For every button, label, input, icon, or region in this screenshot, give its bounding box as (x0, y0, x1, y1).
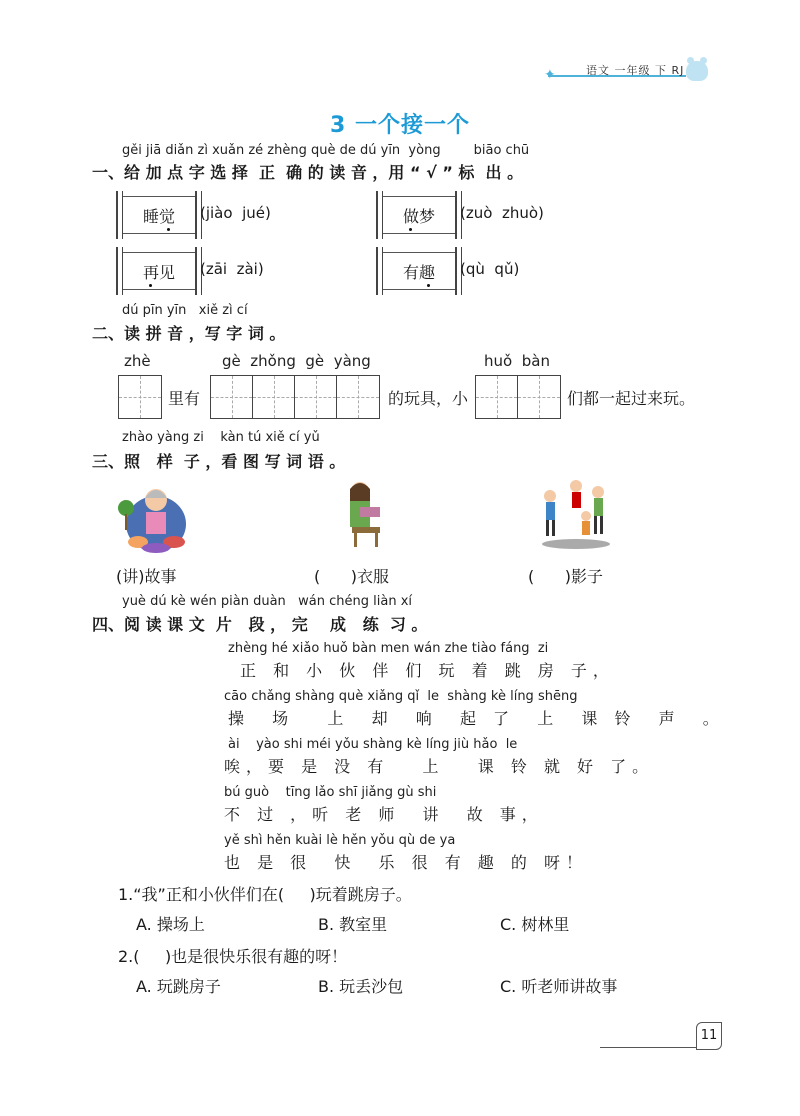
writing-grid[interactable] (475, 375, 561, 419)
writing-cell[interactable] (295, 376, 337, 418)
sentence-text: 们都一起过来玩。 (567, 389, 696, 408)
footer-rule (600, 1047, 696, 1048)
poem-line: 操 场 上 却 响 起 了 上 课 铃 声 。 (228, 709, 725, 728)
poem-pinyin: ài yào shi méi yǒu shàng kè líng jiù hǎo le (228, 737, 518, 752)
writing-cell[interactable] (518, 376, 560, 418)
emphasis-dot (149, 284, 152, 287)
bear-mascot-icon (686, 61, 708, 81)
section1-pinyin: gěi jiā diǎn zì xuǎn zé zhèng què de dú yīn yòng biāo chū (122, 143, 530, 158)
girl-sewing-clothes-image (338, 477, 386, 549)
grandma-storytelling-image (116, 478, 196, 554)
choice-option[interactable]: A. 玩跳房子 (136, 977, 221, 996)
grid-pinyin: huǒ bàn (484, 352, 550, 370)
writing-cell[interactable] (476, 376, 518, 418)
writing-grid[interactable] (210, 375, 380, 419)
section4-pinyin: yuè dú kè wén piàn duàn wán chéng liàn xí (122, 594, 413, 609)
section1-title: 一、给 加 点 字 选 择 正 确 的 读 音 ，用 “ √ ” 标 出 。 (92, 163, 524, 182)
sentence-text: 的玩具，小 (388, 389, 469, 408)
emphasis-dot (409, 228, 412, 231)
reading-options[interactable]: (qù qǔ) (460, 260, 520, 278)
reading-options[interactable]: (jiào jué) (200, 204, 271, 222)
choice-option[interactable]: C. 树林里 (500, 915, 570, 934)
word-frame (122, 196, 196, 234)
word-text: 有趣 (402, 263, 435, 282)
word-frame (122, 252, 196, 290)
emphasis-dot (167, 228, 170, 231)
grid-pinyin: zhè (124, 352, 151, 370)
poem-line: 正 和 小 伙 伴 们 玩 着 跳 房 子， (240, 661, 615, 680)
answer-blank[interactable]: (讲)故事 (116, 567, 177, 586)
sentence-text: 里有 (168, 389, 201, 408)
section2-title: 二、读 拼 音 ，写 字 词 。 (92, 324, 286, 343)
choice-option[interactable]: C. 听老师讲故事 (500, 977, 618, 996)
section2-pinyin: dú pīn yīn xiě zì cí (122, 303, 248, 318)
poem-line: 也 是 很 快 乐 很 有 趣 的 呀！ (224, 853, 588, 872)
poem-pinyin: bú guò tīng lǎo shī jiǎng gù shi (224, 785, 437, 800)
choice-option[interactable]: B. 玩丢沙包 (318, 977, 404, 996)
emphasis-dot (427, 284, 430, 287)
poem-line: 不 过 ，听 老 师 讲 故 事， (224, 805, 544, 824)
word-text: 做梦 (402, 207, 435, 226)
question-text: 2.( )也是很快乐很有趣的呀！ (118, 947, 348, 966)
poem-pinyin: yě shì hěn kuài lè hěn yǒu qù de ya (224, 833, 456, 848)
word-frame (382, 196, 456, 234)
subject-label: 语文 一年级 下 RJ (586, 64, 685, 77)
reading-options[interactable]: (zāi zài) (200, 260, 264, 278)
section3-title: 三、照 样 子 ，看 图 写 词 语 。 (92, 452, 346, 471)
question-text: 1.“我”正和小伙伴们在( )玩着跳房子。 (118, 885, 412, 904)
word-text: 睡觉 (142, 207, 175, 226)
choice-option[interactable]: A. 操场上 (136, 915, 205, 934)
page-number: 11 (696, 1022, 722, 1050)
poem-pinyin: zhèng hé xiǎo huǒ bàn men wán zhe tiào fáng zi (228, 641, 549, 656)
writing-cell[interactable] (253, 376, 295, 418)
writing-cell[interactable] (211, 376, 253, 418)
answer-blank[interactable]: ( )衣服 (314, 567, 390, 586)
answer-blank[interactable]: ( )影子 (528, 567, 604, 586)
writing-grid[interactable] (118, 375, 162, 419)
writing-cell[interactable] (337, 376, 379, 418)
word-text: 再见 (142, 263, 175, 282)
reading-options[interactable]: (zuò zhuò) (460, 204, 544, 222)
writing-cell[interactable] (119, 376, 161, 418)
section4-title: 四、阅 读 课 文 片 段 ， 完 成 练 习 。 (92, 615, 428, 634)
kids-playing-shadows-image (536, 476, 616, 550)
star-icon: ✦ (544, 67, 556, 83)
poem-pinyin: cāo chǎng shàng què xiǎng qǐ le shàng kè líng shēng (224, 689, 578, 704)
word-frame (382, 252, 456, 290)
lesson-title: 3 一个接一个 (330, 113, 470, 138)
grid-pinyin: gè zhǒng gè yàng (222, 352, 371, 370)
section3-pinyin: zhào yàng zi kàn tú xiě cí yǔ (122, 430, 320, 445)
poem-line: 唉，要 是 没 有 上 课 铃 就 好 了。 (224, 757, 655, 776)
choice-option[interactable]: B. 教室里 (318, 915, 388, 934)
